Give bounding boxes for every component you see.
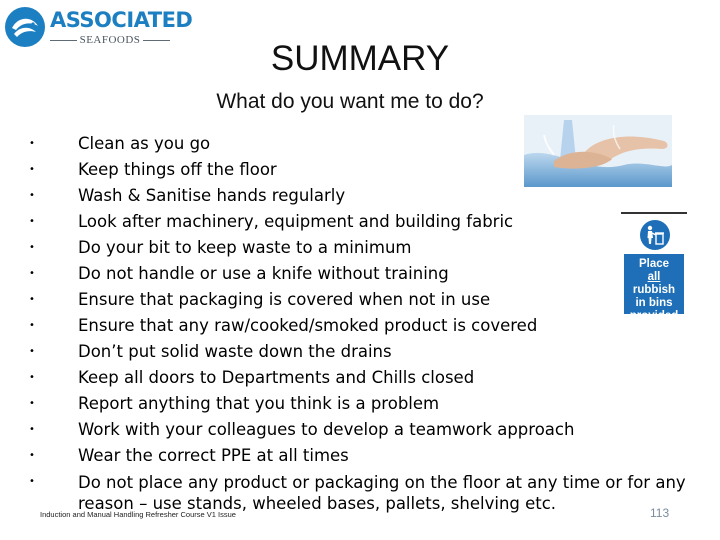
- list-item-text: Clean as you go: [78, 134, 211, 153]
- bullet-glyph: •: [29, 398, 35, 409]
- list-item: [26, 261, 696, 287]
- list-item: [26, 209, 696, 235]
- list-item-text: Ensure that packaging is covered when not in use: [78, 290, 491, 309]
- bullet-glyph: •: [29, 242, 35, 253]
- logo-sub-text: SEAFOODS: [79, 34, 141, 46]
- list-item: [26, 469, 696, 514]
- bullet-glyph: •: [29, 294, 35, 305]
- bullet-glyph: •: [29, 216, 35, 227]
- list-item: [26, 443, 696, 469]
- sign-line-1-underlined: all: [647, 271, 661, 283]
- sign-line-3: in bins: [635, 297, 673, 309]
- list-item: [26, 287, 696, 313]
- sign-line-1-prefix: Place: [638, 258, 670, 270]
- list-item-text: Wear the correct PPE at all times: [78, 446, 349, 465]
- page-number: 113: [650, 506, 670, 520]
- list-item: [26, 235, 696, 261]
- list-item: [26, 391, 696, 417]
- bullet-glyph: •: [29, 424, 35, 435]
- bullet-glyph: •: [29, 268, 35, 279]
- list-item: [26, 131, 696, 157]
- bullet-glyph: •: [29, 138, 35, 149]
- list-item-text: Keep things off the floor: [78, 160, 277, 179]
- subtitle-text: What do you want me to do?: [216, 90, 484, 113]
- list-item-text: Wash & Sanitise hands regularly: [78, 186, 346, 205]
- sign-line-4: provided: [629, 310, 679, 322]
- bullet-glyph: •: [29, 476, 35, 487]
- footer-text: Induction and Manual Handling Refresher Course V1 Issue: [40, 510, 236, 519]
- bullet-glyph: •: [29, 164, 35, 175]
- list-item: [26, 365, 696, 391]
- sign-line-2: rubbish: [632, 284, 676, 296]
- list-item-text: Do not handle or use a knife without training: [78, 264, 449, 283]
- list-item-text: Don’t put solid waste down the drains: [78, 342, 392, 361]
- list-item-text: Do your bit to keep waste to a minimum: [78, 238, 412, 257]
- list-item-text: Report anything that you think is a problem: [78, 394, 440, 413]
- list-item: [26, 183, 696, 209]
- bullet-glyph: •: [29, 372, 35, 383]
- list-item: [26, 417, 696, 443]
- summary-bullet-list: [26, 131, 696, 514]
- bullet-glyph: •: [29, 190, 35, 201]
- logo-brand-text: ASSOCIATED: [50, 8, 193, 32]
- page-title: SUMMARY: [270, 39, 450, 78]
- list-item-text: Look after machinery, equipment and building fabric: [78, 212, 514, 231]
- bullet-glyph: •: [29, 450, 35, 461]
- list-item-text: Keep all doors to Departments and Chills closed: [78, 368, 475, 387]
- list-item: [26, 339, 696, 365]
- list-item: [26, 157, 696, 183]
- list-item-text: Do not place any product or packaging on the floor at any time or for any reason – use stands, wheeled bases, pallets, shelving etc.: [78, 473, 686, 513]
- bullet-glyph: •: [29, 320, 35, 331]
- list-item-text: Work with your colleagues to develop a teamwork approach: [78, 420, 575, 439]
- list-item: [26, 313, 696, 339]
- page-subtitle: [0, 88, 720, 116]
- list-item-text: Ensure that any raw/cooked/smoked product is covered: [78, 316, 538, 335]
- bullet-glyph: •: [29, 346, 35, 357]
